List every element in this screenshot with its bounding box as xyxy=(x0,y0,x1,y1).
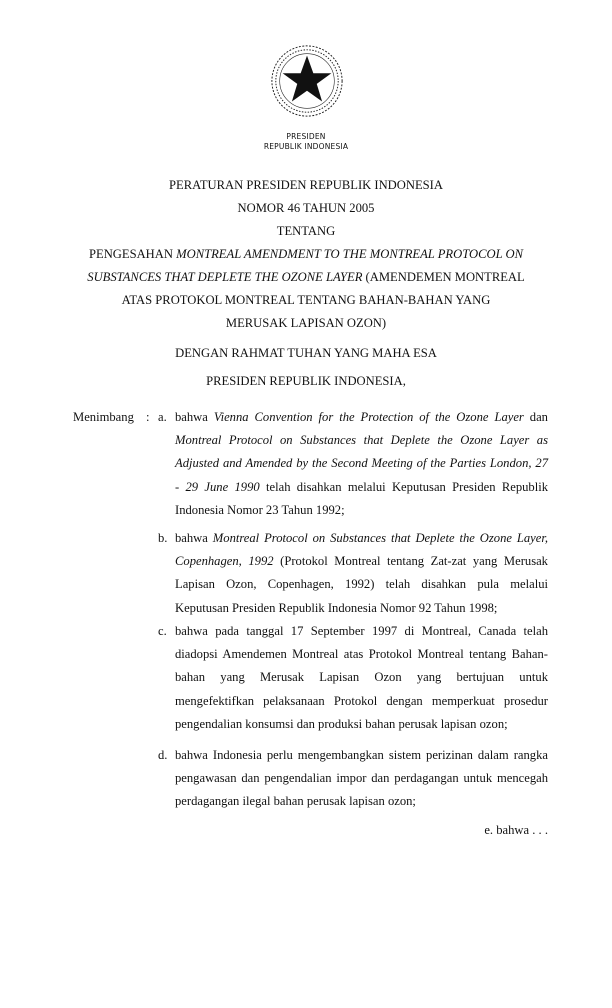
text: bahwa xyxy=(175,531,213,545)
italic-text: - 29 June 1990 xyxy=(175,479,260,494)
text: telah disahkan melalui Keputusan Presiden Republik xyxy=(259,479,549,494)
italic-text: Copenhagen, 1992 xyxy=(175,554,274,569)
text: Keputusan Presiden Republik Indonesia Nomor 92 Tahun 1998; xyxy=(175,600,498,615)
garuda-emblem-icon xyxy=(268,42,346,120)
title-subject-line4: MERUSAK LAPISAN OZON) xyxy=(225,316,387,330)
item-letter: d. xyxy=(158,748,168,762)
item-text-line xyxy=(175,503,548,518)
item-letter: b. xyxy=(158,531,168,545)
text: bahwa xyxy=(175,410,214,424)
item-text-line xyxy=(175,456,548,471)
text: diadopsi Amendemen Montreal atas Protokol Montreal tentang Bahan- xyxy=(175,647,548,662)
text: mengefektifkan pelaksanaan Protokol dengan memperkuat prosedur xyxy=(175,693,548,708)
title-subject-plain: (AMENDEMEN MONTREAL xyxy=(362,270,525,284)
invocation: DENGAN RAHMAT TUHAN YANG MAHA ESA xyxy=(175,346,437,360)
item-text-line xyxy=(175,670,548,685)
text: dan xyxy=(523,410,548,424)
header-republic: REPUBLIK INDONESIA xyxy=(263,142,349,151)
text: pengawasan dan pengendalian impor dan perdagangan untuk mencegah xyxy=(175,771,548,786)
item-text-line xyxy=(175,480,548,495)
item-text-line xyxy=(175,794,548,809)
italic-text: Montreal Protocol on Substances that Deplete the Ozone Layer, xyxy=(212,531,548,545)
item-text-line xyxy=(175,410,548,425)
item-text-line xyxy=(175,717,548,732)
item-text-line xyxy=(175,433,548,448)
title-number: NOMOR 46 TAHUN 2005 xyxy=(237,201,375,215)
title-subject-italic: SUBSTANCES THAT DEPLETE THE OZONE LAYER xyxy=(87,270,363,284)
item-text-line xyxy=(175,601,548,616)
item-text-line xyxy=(175,577,548,592)
text: Lapisan Ozon, Copenhagen, 1992) telah disahkan pula melalui xyxy=(175,577,548,592)
italic-text: Vienna Convention for the Protection of the Ozone Layer xyxy=(213,410,524,424)
item-text-line xyxy=(175,554,548,569)
item-text-line xyxy=(175,748,548,763)
text: (Protokol Montreal tentang Zat-zat yang Merusak xyxy=(273,554,548,569)
text: Indonesia Nomor 23 Tahun 1992; xyxy=(175,502,345,517)
title-subject-line2 xyxy=(60,270,552,285)
title-regulation: PERATURAN PRESIDEN REPUBLIK INDONESIA xyxy=(169,178,443,192)
president-heading: PRESIDEN REPUBLIK INDONESIA, xyxy=(206,374,406,388)
title-subject-line3: ATAS PROTOKOL MONTREAL TENTANG BAHAN-BAHAN YANG xyxy=(121,293,491,307)
title-subject-line1 xyxy=(60,247,552,262)
menimbang-colon: : xyxy=(146,410,150,424)
item-letter: c. xyxy=(158,624,167,638)
page-continuation: e. bahwa . . . xyxy=(484,823,548,837)
title-about: TENTANG xyxy=(276,224,336,238)
item-text-line xyxy=(175,694,548,709)
italic-text: Montreal Protocol on Substances that Deplete the Ozone Layer as xyxy=(175,433,548,448)
item-text-line xyxy=(175,771,548,786)
header-president: PRESIDEN xyxy=(286,132,326,141)
title-subject-plain: PENGESAHAN xyxy=(89,247,177,261)
item-letter: a. xyxy=(158,410,167,424)
text: bahwa Indonesia perlu mengembangkan sistem perizinan dalam rangka xyxy=(175,748,548,762)
text: bahan yang Merusak Lapisan Ozon yang bertujuan untuk xyxy=(175,670,548,685)
menimbang-label: Menimbang xyxy=(73,410,134,424)
item-text-line xyxy=(175,531,548,546)
text: bahwa pada tanggal 17 September 1997 di Montreal, Canada telah xyxy=(175,624,548,638)
italic-text: Adjusted and Amended by the Second Meeting of the Parties London, 27 xyxy=(175,456,548,471)
text: perdagangan ilegal bahan perusak lapisan ozon; xyxy=(175,794,416,809)
item-text-line xyxy=(175,647,548,662)
title-subject-italic: MONTREAL AMENDMENT TO THE MONTREAL PROTOCOL ON xyxy=(176,247,523,261)
item-text-line xyxy=(175,624,548,639)
text: pengendalian konsumsi dan produksi bahan perusak lapisan ozon; xyxy=(175,716,508,731)
